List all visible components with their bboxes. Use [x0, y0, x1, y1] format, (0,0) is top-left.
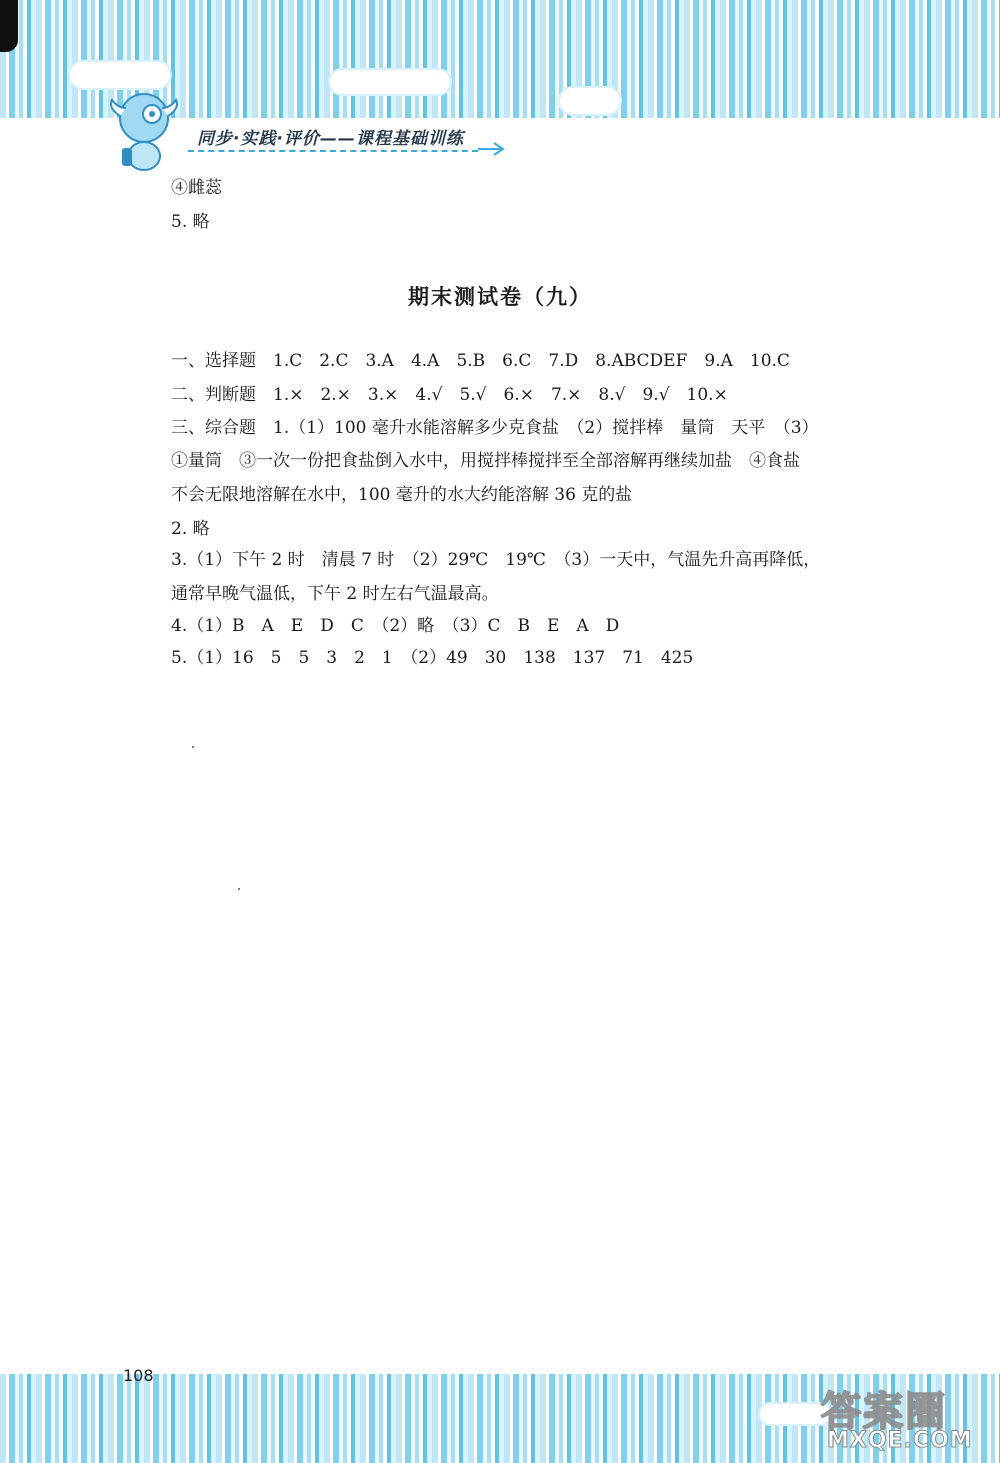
watermark-logo-text: 答案圈	[821, 1389, 947, 1435]
answer-line: ④雌蕊	[171, 178, 222, 198]
cloud-decoration	[330, 70, 450, 94]
cloud-decoration	[70, 62, 170, 88]
answer-line: ①量筒 ③一次一份把食盐倒入水中，用搅拌棒搅拌至全部溶解再继续加盐 ④食盐	[171, 451, 800, 471]
watermark-url: MXQE.COM	[827, 1428, 973, 1453]
answer-line: 通常早晚气温低，下午 2 时左右气温最高。	[171, 584, 499, 604]
series-title: 同步·实践·评价——课程基础训练	[197, 129, 464, 149]
mascot-icon	[104, 86, 184, 176]
page-edge-shadow	[0, 0, 18, 52]
arrow-icon	[476, 140, 506, 158]
answer-line: 一、选择题 1.C 2.C 3.A 4.A 5.B 6.C 7.D 8.ABCDEF 9.A 10.C	[171, 351, 790, 371]
scan-speck	[238, 888, 240, 890]
scan-speck	[192, 746, 194, 748]
page-number: 108	[123, 1366, 154, 1385]
answer-line: 3.（1）下午 2 时 清晨 7 时 （2）29℃ 19℃ （3）一天中，气温先升高再降低，	[171, 550, 821, 570]
answer-line: 二、判断题 1.× 2.× 3.× 4.√ 5.√ 6.× 7.× 8.√ 9.√ 10.×	[171, 385, 728, 405]
answer-line: 5. 略	[171, 212, 210, 232]
answer-line: 5.（1）16 5 5 3 2 1 （2）49 30 138 137 71 425	[171, 648, 694, 668]
answer-line: 2. 略	[171, 519, 210, 539]
answer-line: 4.（1）B A E D C （2）略 （3）C B E A D	[171, 616, 620, 636]
site-watermark	[815, 1380, 1000, 1460]
section-title: 期末测试卷（九）	[408, 285, 592, 309]
cloud-decoration	[560, 88, 620, 114]
answer-line: 三、综合题 1.（1）100 毫升水能溶解多少克食盐 （2）搅拌棒 量筒 天平 （3）	[171, 418, 819, 438]
answer-line: 不会无限地溶解在水中，100 毫升的水大约能溶解 36 克的盐	[171, 485, 633, 505]
header-dashed-rule	[188, 150, 478, 152]
